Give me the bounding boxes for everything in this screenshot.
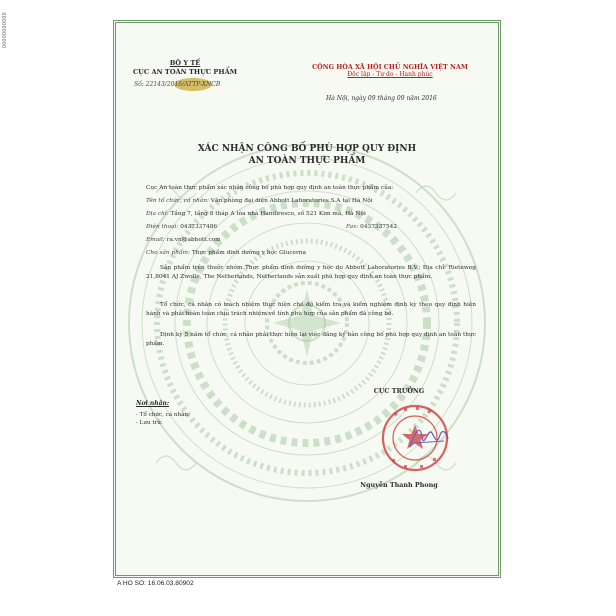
address-label: Địa chỉ: <box>146 211 169 217</box>
ministry-name: BỘ Y TẾ <box>169 59 201 67</box>
phone-value: 0437337486 <box>180 224 218 230</box>
department-name: CỤC AN TOÀN THỰC PHẨM <box>132 68 238 76</box>
recipient-item: - Tổ chức, cá nhân; <box>136 412 190 418</box>
intro-text: Cục An toàn thực phẩm xác nhận công bố phù hợp quy định an toàn thực phẩm của: <box>146 185 394 191</box>
nation-motto: Độc lập - Tự do - Hạnh phúc <box>347 71 433 78</box>
serial-number: 00000000000 <box>2 11 8 48</box>
recipients-label: Nơi nhận: <box>136 400 170 407</box>
fax-label: Fax: <box>346 224 359 230</box>
signer-title: CỤC TRƯỞNG <box>373 387 425 395</box>
signer-name: Nguyễn Thanh Phong <box>360 481 438 489</box>
certificate-page <box>113 20 501 578</box>
recipient-item: - Lưu trữ. <box>136 420 163 426</box>
phone-label: Điện thoại: <box>146 224 179 230</box>
field-fax <box>346 222 486 232</box>
product-value: Thực phẩm dinh dưỡng y học Glucerna <box>191 250 306 256</box>
product-label: Cho sản phẩm: <box>146 250 190 256</box>
issue-date: Hà Nội, ngày 09 tháng 09 năm 2016 <box>326 95 437 102</box>
header-right <box>292 63 488 78</box>
dossier-number: A HO SO: 16.06.03.80902 <box>117 580 194 587</box>
document-title <box>116 143 498 167</box>
paragraph-renewal: Định kỳ 5 năm tổ chức, cá nhân phải thực hiện lại việc đăng ký bản công bố phù hợp quy định an toàn thực phẩm. <box>146 332 476 347</box>
document-number: Số: 22143/2016/ATTP-XNCB <box>134 81 221 88</box>
field-product <box>146 248 486 258</box>
org-label: Tên tổ chức, cá nhân: <box>146 198 209 204</box>
title-line-1: XÁC NHẬN CÔNG BỐ PHÙ HỢP QUY ĐỊNH <box>197 144 417 154</box>
header-left <box>130 59 240 77</box>
paragraph-responsibility: Tổ chức, cá nhân có trách nhiệm thực hiện chế độ kiểm tra và kiểm nghiệm định kỳ theo quy định hiện hành và phải hoàn toàn chịu trách nhiệm về tính phù hợp của sản phẩm đã công bố. <box>146 302 476 317</box>
field-address <box>146 209 486 219</box>
title-line-2: AN TOÀN THỰC PHẨM <box>248 156 366 166</box>
fax-value: 0437337542 <box>360 224 398 230</box>
field-email <box>146 235 486 245</box>
email-value: ra.vn@abbott.com <box>166 237 221 243</box>
email-label: Email: <box>146 237 165 243</box>
handwritten-signature <box>406 421 452 455</box>
org-value: Văn phòng đại diện Abbott Laboratories S.A tại Hà Nội <box>210 198 373 204</box>
address-value: Tầng 7, tầng 8 tháp A tòa nhà Handiresco, số 521 Kim mã, Hà Nội <box>170 211 366 217</box>
paragraph-product-conformity: Sản phẩm trên thuộc nhóm Thực phẩm dinh dưỡng y học do Abbott Laboratories B.V.; Địa chỉ: Rieteweg 21,8041 AJ Zwolle, The Netherlands, Netherlands sản xuất phù hợp quy định an toàn thực phẩm. <box>146 265 476 280</box>
field-phone <box>146 222 296 232</box>
nation-name: CỘNG HÒA XÃ HỘI CHỦ NGHĨA VIỆT NAM <box>312 63 468 71</box>
field-org <box>146 196 486 206</box>
